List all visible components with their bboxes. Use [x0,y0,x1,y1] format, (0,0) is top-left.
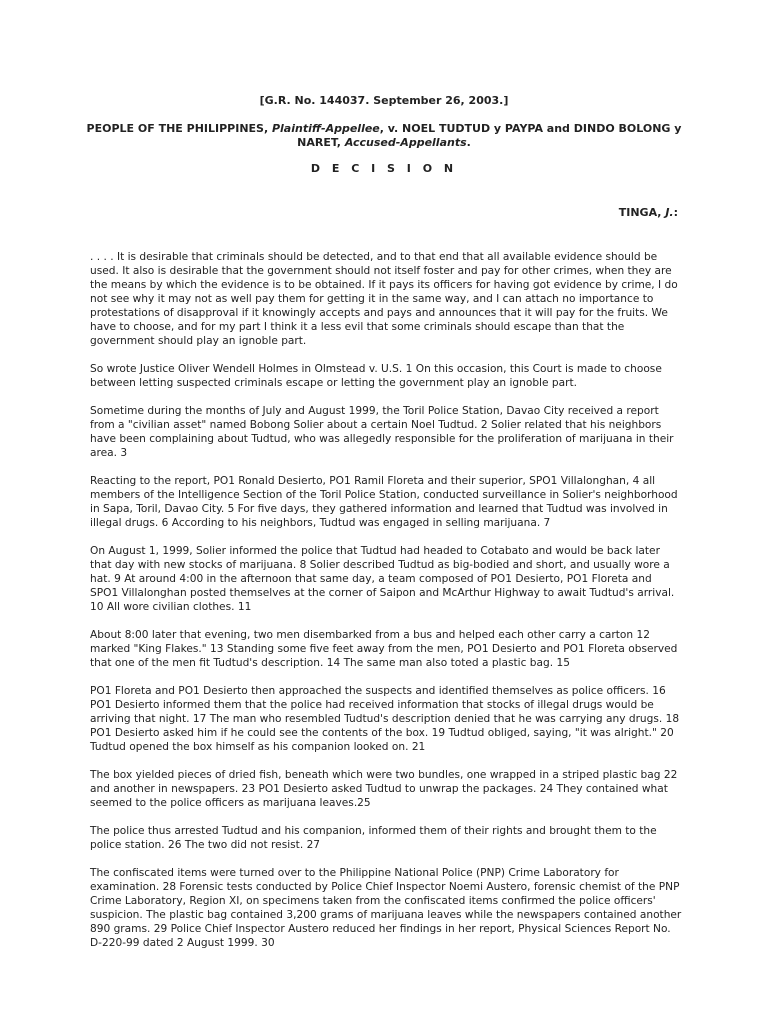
ponente-title: J. [665,206,674,219]
ponente-line [619,206,678,220]
ponente-colon: : [673,206,678,219]
party-plaintiff: PEOPLE OF THE PHILIPPINES, [86,122,272,135]
party-accused: , v. NOEL TUDTUD y PAYPA and DINDO BOLONG y NARET, [297,122,682,149]
decision-heading: D E C I S I O N [310,162,458,175]
paragraph: PO1 Floreta and PO1 Desierto then approached the suspects and identified themselves as police officers. 16 PO1 Desierto informed them that the police had received information that stocks of illegal drugs would be arriving that night. 17 The man who resembled Tudtud's description denied that he was carrying any drugs. 18 PO1 Desierto asked him if he could see the contents of the box. 19 Tudtud obliged, saying, "it was alright." 20 Tudtud opened the box himself as his companion looked on. 21 [90,685,680,753]
paragraph: The police thus arrested Tudtud and his companion, informed them of their rights and brought them to the police station. 26 The two did not resist. 27 [90,825,657,851]
parties-period: . [466,136,471,149]
paragraph: About 8:00 later that evening, two men disembarked from a bus and helped each other carry a carton 12 marked "King Flakes." 13 Standing some five feet away from the men, PO1 Desierto and PO1 Floreta observed that one of the men fit Tudtud's description. 14 The same man also toted a plastic bag. 15 [90,629,678,669]
plaintiff-role: Plaintiff-Appellee [271,122,380,135]
paragraph: Sometime during the months of July and August 1999, the Toril Police Station, Davao City received a report from a "civilian asset" named Bobong Solier about a certain Noel Tudtud. 2 Solier related that his neighbors have been complaining about Tudtud, who was allegedly responsible for the proliferation of marijuana in their area. 3 [90,405,674,459]
paragraph: The box yielded pieces of dried fish, beneath which were two bundles, one wrapped in a striped plastic bag 22 and another in newspapers. 23 PO1 Desierto asked Tudtud to unwrap the packages. 24 They contained what seemed to the police officers as marijuana leaves.25 [90,769,678,809]
paragraph: So wrote Justice Oliver Wendell Holmes in Olmstead v. U.S. 1 On this occasion, this Court is made to choose between letting suspected criminals escape or letting the government play an ignoble part. [90,363,662,389]
paragraph: Reacting to the report, PO1 Ronald Desierto, PO1 Ramil Floreta and their superior, SPO1 Villalonghan, 4 all members of the Intelligence Section of the Toril Police Station, conducted surveillance in Solier's neighborhood in Sapa, Toril, Davao City. 5 For five days, they gathered information and learned that Tudtud was involved in illegal drugs. 6 According to his neighbors, Tudtud was engaged in selling marijuana. 7 [90,475,678,529]
paragraph: . . . . It is desirable that criminals should be detected, and to that end that all available evidence should be used. It also is desirable that the government should not itself foster and pay for other crimes, when they are the means by which the evidence is to be obtained. If it pays its officers for having got evidence by crime, I do not see why it may not as well pay them for getting it in the same way, and I can attach no importance to protestations of disapproval if it knowingly accepts and pays and announces that it will pay for the fruits. We have to choose, and for my part I think it a less evil that some criminals should escape than that the government should play an ignoble part. [90,251,678,347]
decision-body [90,250,682,964]
accused-role: Accused-Appellants [344,136,467,149]
case-parties-heading [80,122,688,150]
paragraph: On August 1, 1999, Solier informed the police that Tudtud had headed to Cotabato and would be back later that day with new stocks of marijuana. 8 Solier described Tudtud as big-bodied and short, and usually wore a hat. 9 At around 4:00 in the afternoon that same day, a team composed of PO1 Desierto, PO1 Floreta and SPO1 Villalonghan posted themselves at the corner of Saipon and McArthur Highway to await Tudtud's arrival. 10 All wore civilian clothes. 11 [90,545,675,613]
case-number-heading: [G.R. No. 144037. September 26, 2003.] [259,94,509,107]
ponente-name: TINGA, [618,206,666,219]
paragraph: The confiscated items were turned over to the Philippine National Police (PNP) Crime Laboratory for examination. 28 Forensic tests conducted by Police Chief Inspector Noemi Austero, forensic chemist of the PNP Crime Laboratory, Region XI, on specimens taken from the confiscated items confirmed the police officers' suspicion. The plastic bag contained 3,200 grams of marijuana leaves while the newspapers contained another 890 grams. 29 Police Chief Inspector Austero reduced her findings in her report, Physical Sciences Report No. D-220-99 dated 2 August 1999. 30 [90,867,682,949]
